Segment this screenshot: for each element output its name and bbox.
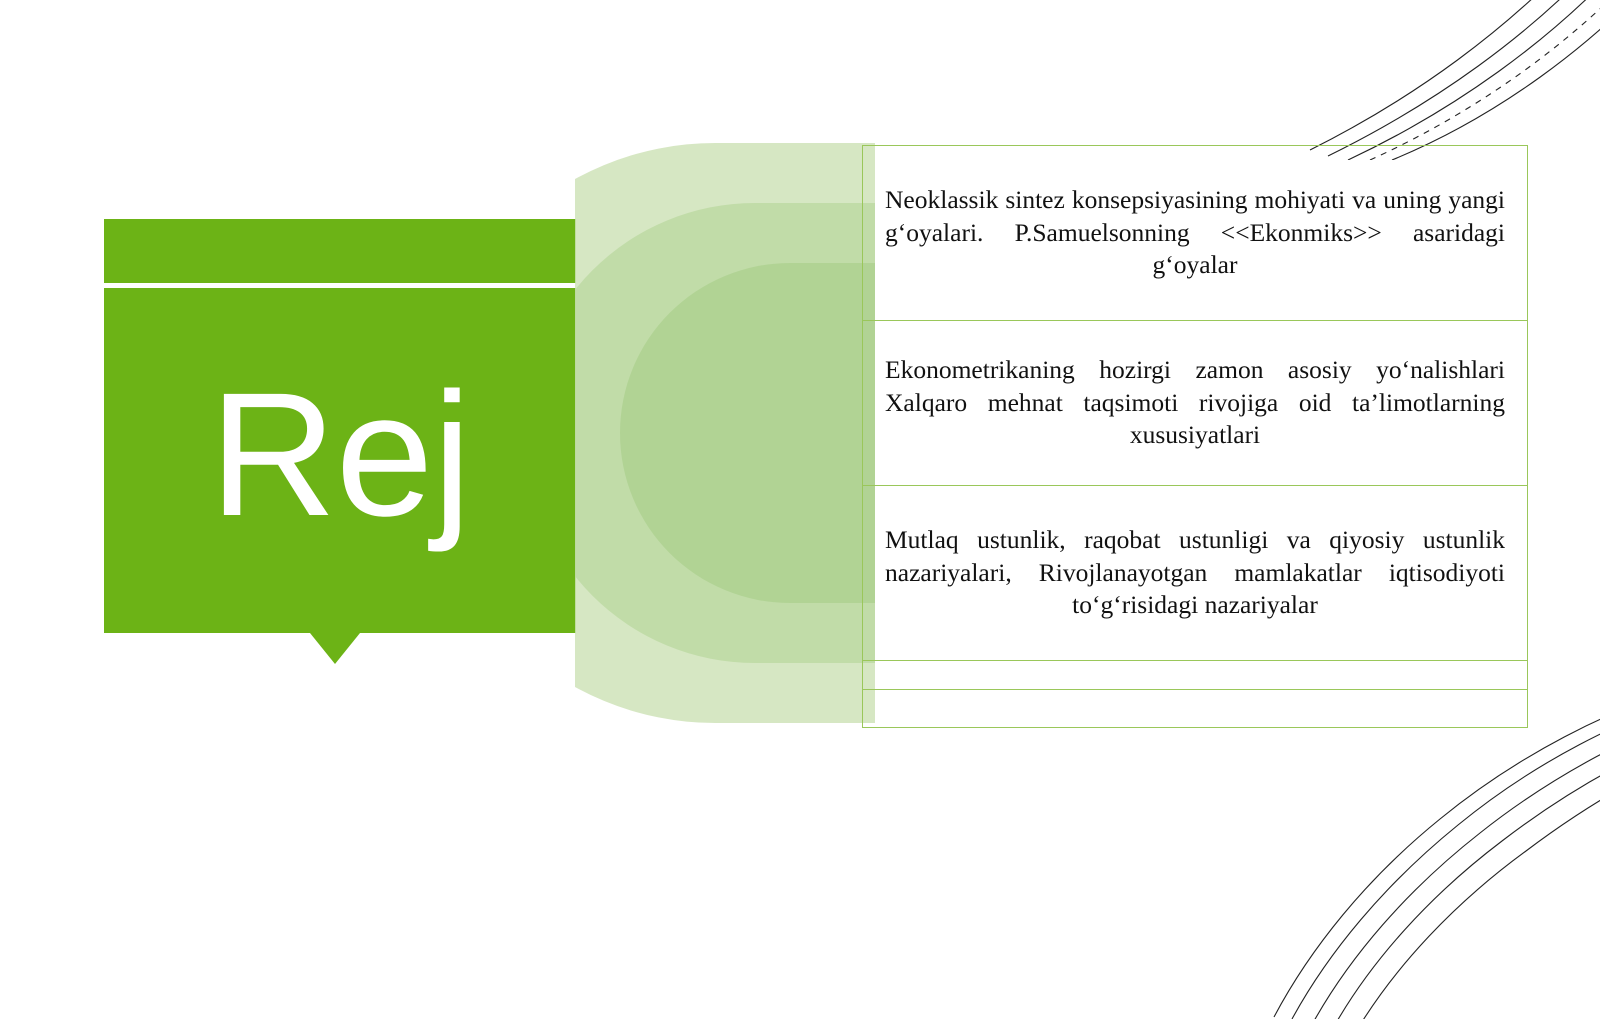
agenda-panel-2-text: Ekonometrikaning hozirgi zamon asosiy yo‘nalishlari Xalqaro mehnat taqsimoti rivojiga oid ta’limotlarning xususiyatlari xyxy=(885,355,1505,450)
agenda-panel-5 xyxy=(862,690,1528,728)
agenda-panel-4 xyxy=(862,661,1528,690)
agenda-panel-3-text: Mutlaq ustunlik, raqobat ustunligi va qiyosiy ustunlik nazariyalari, Rivojlanayotgan mamlakatlar iqtisodiyoti to‘g‘risidagi nazariyalar xyxy=(885,525,1505,620)
rej-callout xyxy=(104,219,576,633)
agenda-panel-3 xyxy=(862,486,1528,661)
callout-top-bar xyxy=(104,219,576,283)
decorative-lines-top-right xyxy=(1300,0,1600,160)
callout-label: Rej xyxy=(209,356,471,553)
agenda-panel-1 xyxy=(862,145,1528,321)
decorative-lines-bottom-right xyxy=(1270,689,1600,1019)
concentric-arcs-graphic xyxy=(575,143,875,723)
agenda-panel-list xyxy=(862,145,1528,728)
agenda-panel-2 xyxy=(862,321,1528,486)
agenda-panel-1-text: Neoklassik sintez konsepsiyasining mohiyati va uning yangi g‘oyalari. P.Samuelsonning <<Ekonmiks>> asaridagi g‘oyalar xyxy=(885,185,1505,280)
callout-body xyxy=(104,288,576,633)
callout-tail xyxy=(310,633,360,664)
